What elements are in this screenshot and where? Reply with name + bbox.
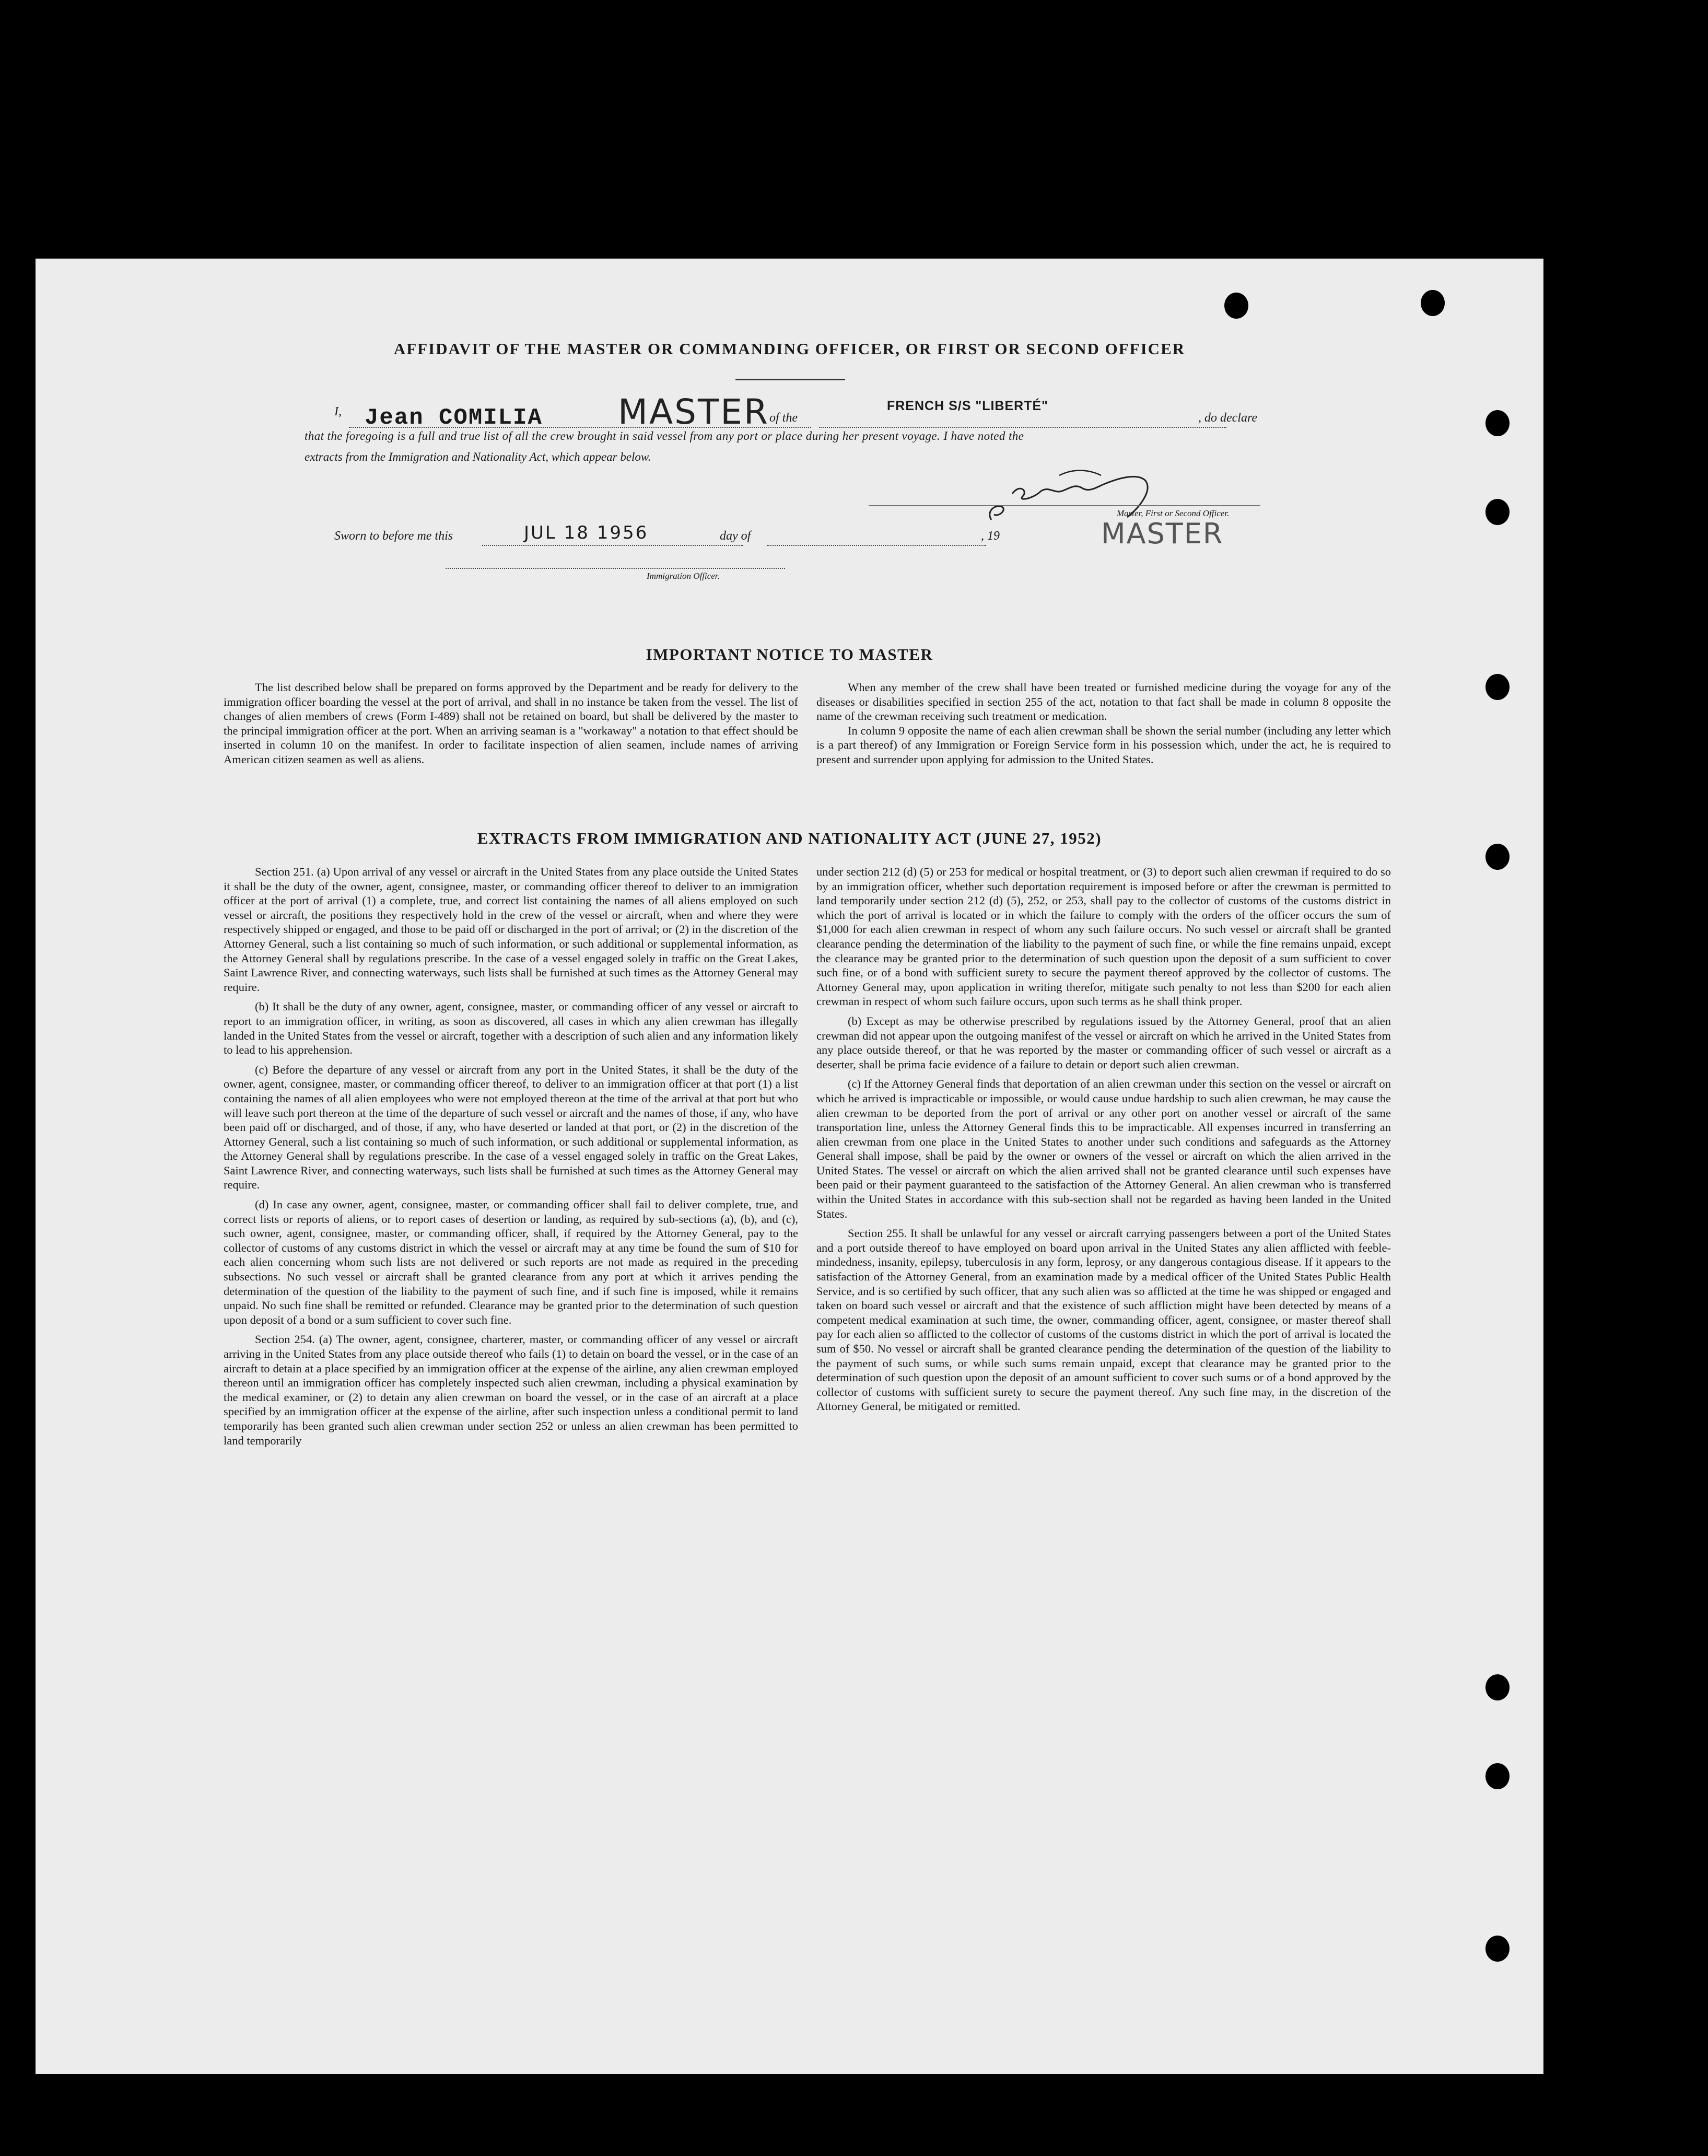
affidavit-title: AFFIDAVIT OF THE MASTER OR COMMANDING OFFICER, OR FIRST OR SECOND OFFICER <box>393 340 1186 358</box>
punch-hole <box>1485 410 1510 436</box>
sworn-date-stamp: JUL 18 1956 <box>524 522 649 543</box>
name-fill-line <box>349 427 811 428</box>
notice-right-column <box>816 680 1391 772</box>
act-paragraph: Section 255. It shall be unlawful for any vessel or aircraft carrying passengers between a port of the United States and a port outside thereof to have employed on board upon arrival in the United States any alien afflicted with feeble-mindedness, insanity, epilepsy, tuberculosis in any form, leprosy, or any dangerous contagious disease. If it appears to the satisfaction of the Attorney General, from an examination made by a medical officer of the United States Public Health Service, and is so certified by such officer, that any such alien was so afflicted at the time he was shipped or engaged and taken on board such vessel or aircraft and that the existence of such affliction might have been detected by means of a competent medical examination at such time, the owner, commanding officer, agent, consignee, or master thereof shall pay for each alien so afflicted to the collector of customs of the customs district in which the port of arrival is located the sum of $50. No vessel or aircraft shall be granted clearance pending the determination of the question of the liability to the payment of such sums, or while such sums remain unpaid, except that clearance may be granted prior to the determination of such question upon the deposit of an amount sufficient to cover such sums or of a bond approved by the collector of customs with sufficient surety to secure the payment thereof. Any such fine may, in the discretion of the Attorney General, be mitigated or remitted. <box>816 1227 1391 1413</box>
act-paragraph: (c) If the Attorney General finds that deportation of an alien crewman under this section on the vessel or aircraft on which he arrived is impracticable or impossible, or would cause undue hardship to such alien crewman, he may cause the alien crewman to be deported from the port of arrival or any other port on another vessel or aircraft of the same transportation line, unless the Attorney General finds this to be impracticable. All expenses incurred in transferring an alien crewman from one place in the United States to another under such conditions and safeguards as the Attorney General shall impose, shall be paid by the owner or owners of the vessel or aircraft on which the alien arrived in the United States. The vessel or aircraft on which the alien arrived shall not be granted clearance until such expenses have been paid or their payment guaranteed to the satisfaction of the Attorney General. An alien crewman who is transferred within the United States in accordance with this sub-section shall not be regarded as having been landed in the United States. <box>816 1077 1391 1220</box>
i-label: I, <box>334 405 342 418</box>
act-paragraph: Section 251. (a) Upon arrival of any vessel or aircraft in the United States from any place outside the United States it shall be the duty of the owner, agent, consignee, master, or commanding officer thereof to deliver to an immigration officer at the port of arrival (1) a complete, true, and correct list containing the names of all aliens employed on such vessel or aircraft, the positions they respectively hold in the crew of the vessel or aircraft, when and where they were respectively shipped or engaged, and those to be paid off or discharged in the port of arrival; or (2) in the discretion of the Attorney General, such a list containing so much of such information, or such additional or supplemental information, as the Attorney General shall by regulations prescribe. In the case of a vessel engaged solely in traffic on the Great Lakes, Saint Lawrence River, and connecting waterways, such lists shall be furnished at such times as the Attorney General may require. <box>224 865 798 994</box>
signature-stamp: MASTER <box>1101 517 1224 550</box>
act-paragraph: (d) In case any owner, agent, consignee, master, or commanding officer shall fail to deliver complete, true, and correct lists or reports of aliens, or to report cases of desertion or landing, as required by sub-sections (a), (b), and (c), such owner, agent, consignee, master, or commanding officer, shall, if required by the Attorney General, pay to the collector of customs of any customs district in which the vessel or aircraft may at any time be found the sum of $10 for each alien concerning whom such lists are not delivered or such reports are not made as required in the preceding subsections. No such vessel or aircraft shall be granted clearance from any port at which it arrives pending the determination of the question of the liability to the payment of such fine, and if such fine is imposed, while it remains unpaid. No such fine shall be remitted or refunded. Clearance may be granted prior to the determination of such question upon deposit of a bond or a sum sufficient to cover such fine. <box>224 1198 798 1326</box>
act-paragraph: Section 254. (a) The owner, agent, consignee, charterer, master, or commanding officer of any vessel or aircraft arriving in the United States from any place outside thereof who fails (1) to detain on board the vessel, or in the case of an aircraft to detain at a place specified by an immigration officer at the expense of the airline, any alien crewman employed thereon until an immigration officer has completely inspected such alien crewman, including a physical examination by the medical examiner, or (2) to detain any alien crewman on board the vessel, or in the case of an aircraft at a place specified by an immigration officer at the expense of the airline, after such inspection unless a conditional permit to land temporarily has been granted such alien crewman under section 252 or unless an alien crewman has been permitted to land temporarily <box>224 1333 798 1447</box>
act-paragraph: (c) Before the departure of any vessel or aircraft from any port in the United States, it shall be the duty of the owner, agent, consignee, master, or commanding officer thereof, to deliver to an immigration officer at that port (1) a list containing the names of all alien employees who were not employed thereon at the time of the arrival at that port but who will leave such port thereon at the time of the departure of such vessel or aircraft and the names of those, if any, who have been paid off or discharged, and of those, if any, who have deserted or landed at that port, or (2) in the discretion of the Attorney General, such a list containing so much of such information, or such additional or supplemental information, as the Attorney General shall by regulations prescribe. In the case of a vessel engaged solely in traffic on the Great Lakes, Saint Lawrence River, and connecting waterways, such lists shall be furnished at such times as the Attorney General may require. <box>224 1063 798 1192</box>
vessel-fill-line <box>819 427 1226 428</box>
sworn-label: Sworn to before me this <box>334 529 453 543</box>
year-label: , 19 <box>981 529 1000 543</box>
declaration-line-2: that the foregoing is a full and true list of all the crew brought in said vessel from any port or place during her present voyage. I have noted the <box>305 429 1024 442</box>
master-name: Jean COMILIA <box>365 405 543 431</box>
punch-hole <box>1485 499 1510 525</box>
act-paragraph: (b) Except as may be otherwise prescribed by regulations issued by the Attorney General, proof that an alien crewman did not appear upon the outgoing manifest of the vessel or aircraft on which he arrived in the United States from any place outside thereof, or that he was reported by the master or commanding officer of such vessel or aircraft as a deserter, shall be prima facie evidence of a failure to detain or deport such alien crewman. <box>816 1014 1391 1071</box>
document-page <box>36 259 1543 2074</box>
punch-hole <box>1485 674 1510 700</box>
immigration-officer-caption: Immigration Officer. <box>647 571 720 581</box>
of-the-label: of the <box>769 411 798 425</box>
act-paragraph: under section 212 (d) (5) or 253 for medical or hospital treatment, or (3) to deport such alien crewman if required to do so by an immigration officer, whether such deportation requirement is imposed before or after the crewman is permitted to land temporarily under section 212 (d) (5), 252, or 253, shall pay to the collector of customs of the customs district in which the port of arrival is located or in which the failure to comply with the orders of the officer occurs the sum of $1,000 for each alien crewman in respect of whom any such failure occurs. No such vessel or aircraft shall be granted clearance pending the determination of the liability to the payment of such fine, or while the fine remains unpaid, except the clearance may be granted prior to the determination of such question upon the deposit of a sum sufficient to cover such fine, or of a bond with sufficient surety to secure the payment thereof approved by the collector of customs. The Attorney General may, upon application in writing therefor, mitigate such penalty to not less than $200 for each alien crewman in respect of whom such failure occurs, upon such terms as he shall think proper. <box>816 865 1391 1008</box>
day-of-label: day of <box>720 529 751 543</box>
punch-hole <box>1485 1763 1510 1789</box>
extracts-title: EXTRACTS FROM IMMIGRATION AND NATIONALITY ACT (JUNE 27, 1952) <box>477 829 1102 847</box>
extracts-right-column <box>816 865 1391 1419</box>
declaration-line-3: extracts from the Immigration and Nationality Act, which appear below. <box>305 450 651 463</box>
notice-paragraph: When any member of the crew shall have been treated or furnished medicine during the voyage for any of the diseases or disabilities specified in section 255 of the act, notation to that fact shall be made in column 8 opposite the name of the crewman receiving such treatment or medication. <box>816 681 1391 723</box>
signature-caption: Master, First or Second Officer. <box>1117 508 1230 518</box>
punch-hole <box>1421 290 1445 316</box>
do-declare-label: , do declare <box>1198 411 1258 425</box>
vessel-name: FRENCH S/S "LIBERTÉ" <box>887 399 1049 413</box>
signature-line <box>869 505 1260 506</box>
punch-hole <box>1224 293 1248 319</box>
notice-paragraph: In column 9 opposite the name of each alien crewman shall be shown the serial number (including any letter which is a part thereof) of any Immigration or Foreign Service form in his possession which, under the act, he is required to present and surrender upon applying for admission to the United States. <box>816 724 1391 766</box>
rank-stamp: MASTER <box>618 392 769 432</box>
notice-paragraph: The list described below shall be prepared on forms approved by the Department and be ready for delivery to the immigration officer boarding the vessel at the port of arrival, and shall in no instance be taken from the vessel. The list of changes of alien members of crews (Form I-489) shall not be retained on board, but shall be delivered by the master to the principal immigration officer at the port. When an arriving seaman is a "workaway" a notation to that effect should be inserted in column 10 on the manifest. In order to facilitate inspection of alien seamen, include names of arriving American citizen seamen as well as aliens. <box>224 681 798 766</box>
act-paragraph: (b) It shall be the duty of any owner, agent, consignee, master, or commanding officer of any vessel or aircraft to report to an immigration officer, in writing, as soon as discovered, all cases in which any alien crewman has illegally landed in the United States from the vessel or aircraft, together with a description of such alien and any information likely to lead to his apprehension. <box>224 1000 798 1057</box>
officer-fill-line <box>446 568 785 569</box>
sworn-fill-line <box>482 545 743 546</box>
day-fill-line <box>767 545 986 546</box>
notice-left-column <box>224 680 798 772</box>
notice-title: IMPORTANT NOTICE TO MASTER <box>646 645 933 663</box>
punch-hole <box>1485 1936 1510 1962</box>
title-divider <box>735 379 845 380</box>
punch-hole <box>1485 1674 1510 1700</box>
extracts-left-column <box>224 865 798 1453</box>
